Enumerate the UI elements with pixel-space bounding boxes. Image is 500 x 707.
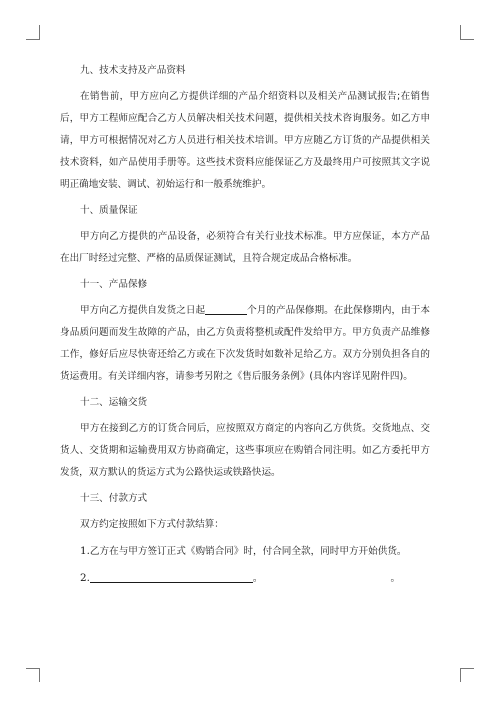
payment-item-1 — [60, 540, 430, 563]
crop-mark-bottom-right — [460, 668, 474, 669]
section-heading-tech-support: 九、技术支持及产品资料 — [80, 65, 186, 76]
section-heading-warranty: 十一、产品保修 — [80, 279, 148, 290]
crop-mark-bottom-left — [39, 668, 40, 682]
section-paragraph-warranty — [60, 300, 430, 388]
crop-mark-top-right — [460, 25, 461, 39]
payment-item-blank[interactable] — [90, 570, 253, 583]
warranty-months-blank[interactable] — [205, 302, 247, 315]
crop-mark-top-left — [39, 25, 40, 39]
section-paragraph-payment: 双方约定按照如下方式付款结算： — [80, 519, 224, 530]
section-heading-payment: 十三、付款方式 — [80, 493, 148, 504]
section-paragraph-delivery: 甲方在接到乙方的订货合同后，应按照双方商定的内容向乙方供货。交货地点、交货人、交货期和运输费用双方协商确定，这些事项应在购销合同注明。如乙方委托甲方发货，双方默认的货运方式为公路快运或铁路快运。 — [60, 423, 430, 478]
warranty-text-before: 甲方向乙方提供自发货之日起 — [80, 305, 206, 316]
payment-item-number: 1. — [80, 545, 90, 557]
crop-mark-top-left — [26, 39, 40, 40]
crop-mark-bottom-left — [26, 668, 40, 669]
payment-item-number: 2. — [80, 572, 90, 584]
section-heading-quality: 十、质量保证 — [80, 205, 138, 216]
document-body — [60, 60, 430, 594]
payment-item-tail-period: 。 — [390, 573, 401, 584]
section-paragraph-quality: 甲方向乙方提供的产品设备，必须符合有关行业技术标准。甲方应保证，本方产品在出厂时经过完整、严格的品质保证测试，且符合规定成品合格标准。 — [60, 231, 430, 264]
payment-item-period: 。 — [252, 573, 263, 584]
payment-item-2 — [60, 567, 430, 590]
section-heading-delivery: 十二、运输交货 — [80, 397, 148, 408]
crop-mark-bottom-right — [460, 668, 461, 682]
crop-mark-top-right — [460, 39, 474, 40]
payment-item-text: 乙方在与甲方签订正式《购销合同》时，付合同全款，同时甲方开始供货。 — [89, 546, 407, 557]
warranty-text-after: 个月的产品保修期。在此保修期内，由于本身品质问题而发生故障的产品，由乙方负责将整机或配件发给甲方。甲方负责产品维修工作，修好后应尽快寄还给乙方或在下次发货时如数补足给乙方。双方分别负担各自的货运费用。有关详细内容，请参考另附之《售后服务条例》(具体内容详见附件四)。 — [60, 305, 430, 382]
section-paragraph-tech-support: 在销售前，甲方应向乙方提供详细的产品介绍资料以及相关产品测试报告;在销售后，甲方工程师应配合乙方人员解决相关技术问题，提供相关技术咨询服务。如乙方申请，甲方可根据情况对乙方人员进行相关技术培训。甲方应随乙方订货的产品提供相关技术资料，如产品使用手册等。这些技术资料应能保证乙方及最终用户可按照其文字说明正确地安装、调试、初始运行和一般系统维护。 — [60, 91, 430, 190]
